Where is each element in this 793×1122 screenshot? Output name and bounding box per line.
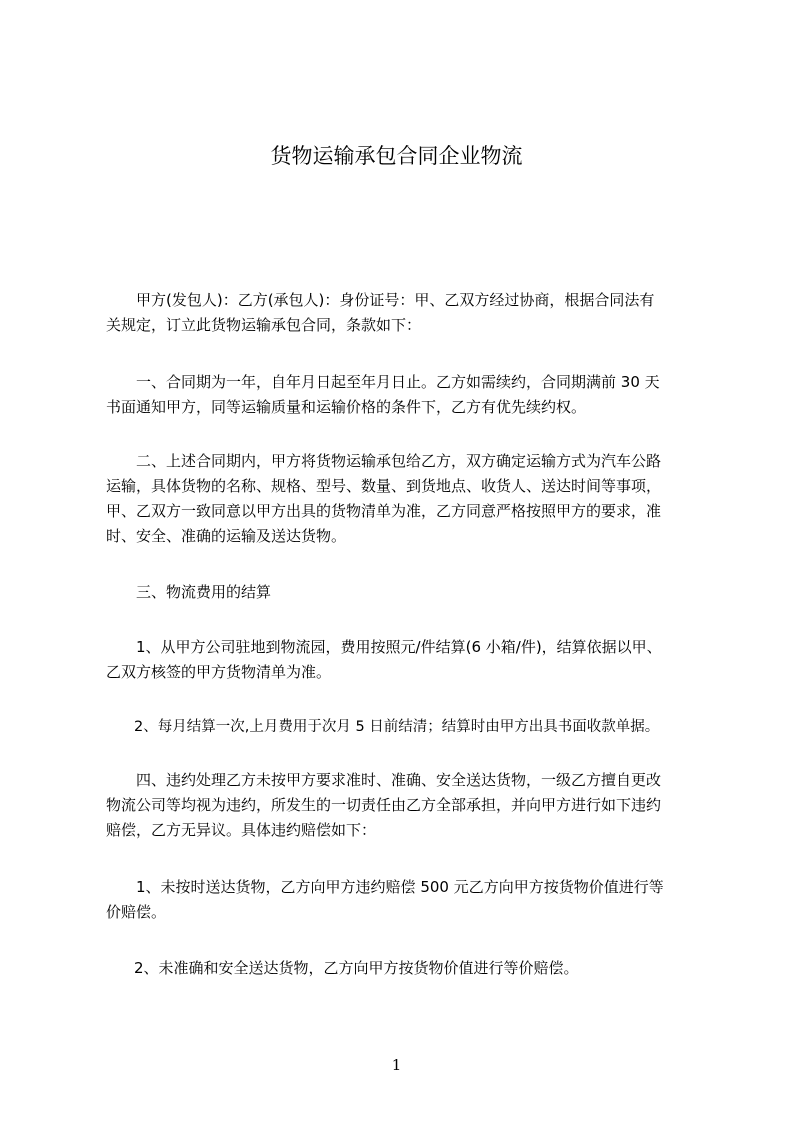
paragraph-line: 三、物流费用的结算 <box>136 583 272 601</box>
paragraph-line: 四、违约处理乙方未按甲方要求准时、准确、安全送达货物，一级乙方擅自更改 <box>136 771 662 789</box>
paragraph-clause-4 <box>106 768 706 843</box>
paragraph-clause-2 <box>106 449 706 549</box>
paragraph-clause-4-item-2 <box>106 956 706 981</box>
paragraph-line: 价赔偿。 <box>106 903 167 921</box>
paragraph-clause-4-item-1 <box>106 875 706 925</box>
paragraph-line: 时、安全、准确的运输及送达货物。 <box>106 527 347 545</box>
paragraph-clause-3-heading <box>106 580 706 605</box>
paragraph-line: 赔偿，乙方无异议。具体违约赔偿如下： <box>106 821 377 839</box>
page-number: 1 <box>391 1056 402 1074</box>
paragraph-line: 一、合同期为一年，自年月日起至年月日止。乙方如需续约，合同期满前 30 天 <box>136 373 660 391</box>
paragraph-line: 二、上述合同期内，甲方将货物运输承包给乙方，双方确定运输方式为汽车公路 <box>136 452 662 470</box>
paragraph-line: 2、每月结算一次,上月费用于次月 5 日前结清；结算时由甲方出具书面收款单据。 <box>134 719 660 735</box>
paragraph-clause-1 <box>106 370 706 420</box>
paragraph-line: 运输，具体货物的名称、规格、型号、数量、到货地点、收货人、送达时间等事项， <box>106 477 662 495</box>
paragraph-line: 物流公司等均视为违约，所发生的一切责任由乙方全部承担，并向甲方进行如下违约 <box>106 796 662 814</box>
paragraph-line: 甲、乙双方一致同意以甲方出具的货物清单为准，乙方同意严格按照甲方的要求，准 <box>106 502 662 520</box>
paragraph-clause-3-item-2 <box>106 715 706 740</box>
paragraph-line: 关规定，订立此货物运输承包合同，条款如下： <box>106 316 422 334</box>
paragraph-line: 书面通知甲方，同等运输质量和运输价格的条件下，乙方有优先续约权。 <box>106 398 587 416</box>
paragraph-line: 乙双方核签的甲方货物清单为准。 <box>106 663 332 681</box>
paragraph-clause-3-item-1 <box>106 635 706 685</box>
document-title: 货物运输承包合同企业物流 <box>270 144 523 168</box>
paragraph-line: 1、未按时送达货物，乙方向甲方违约赔偿 500 元乙方向甲方按货物价值进行等 <box>136 878 664 896</box>
paragraph-parties <box>106 288 706 338</box>
paragraph-line: 1、从甲方公司驻地到物流园，费用按照元/件结算(6 小箱/件)，结算依据以甲、 <box>136 638 662 656</box>
paragraph-line: 甲方(发包人)：乙方(承包人)：身份证号：甲、乙双方经过协商，根据合同法有 <box>136 291 655 309</box>
paragraph-line: 2、未准确和安全送达货物，乙方向甲方按货物价值进行等价赔偿。 <box>134 959 579 977</box>
